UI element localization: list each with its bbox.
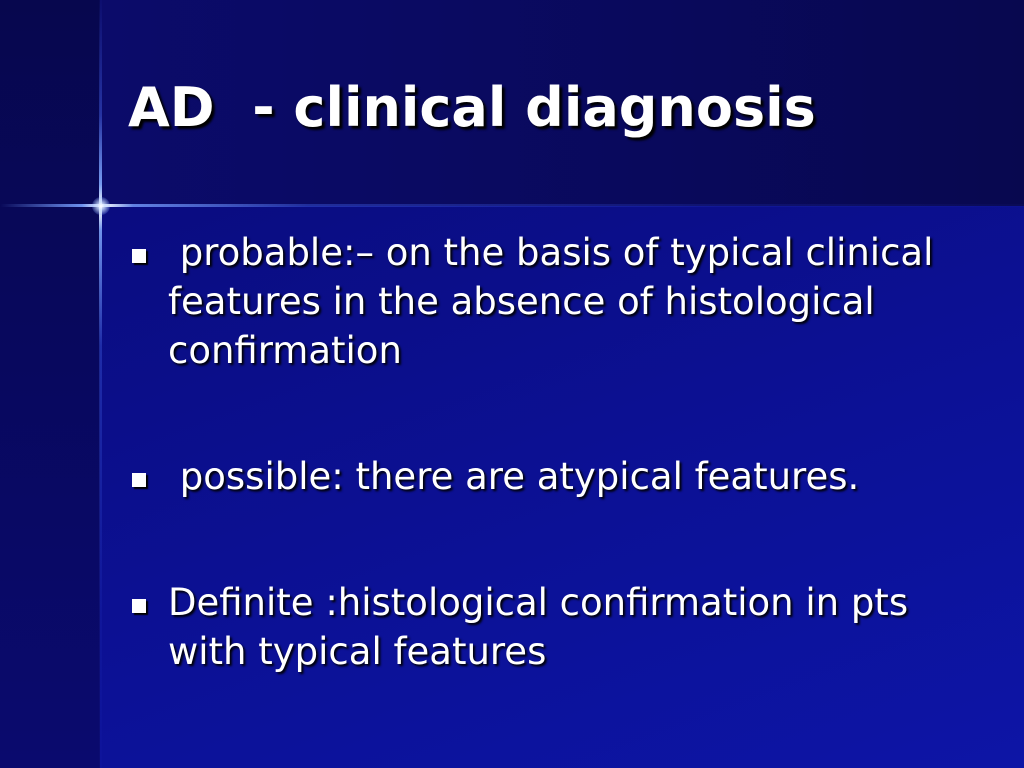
slide-title: AD - clinical diagnosis [128,76,816,139]
sparkle-icon [92,197,110,215]
square-bullet-icon [132,249,146,263]
square-bullet-icon [132,473,146,487]
square-bullet-icon [132,599,146,613]
bullet-list [128,228,988,676]
bullet-text: possible: there are atypical features. [168,455,860,498]
bullet-item-possible [128,452,988,501]
bullet-text: probable:– on the basis of typical clinical features in the absence of histological confirmation [168,231,946,372]
vertical-accent-line [99,0,102,768]
bullet-text: Definite :histological confirmation in pts with typical features [168,581,920,673]
bullet-item-definite [128,578,988,676]
bullet-item-probable [128,228,988,375]
horizontal-accent-line [0,204,1024,207]
left-background-band [0,0,100,768]
